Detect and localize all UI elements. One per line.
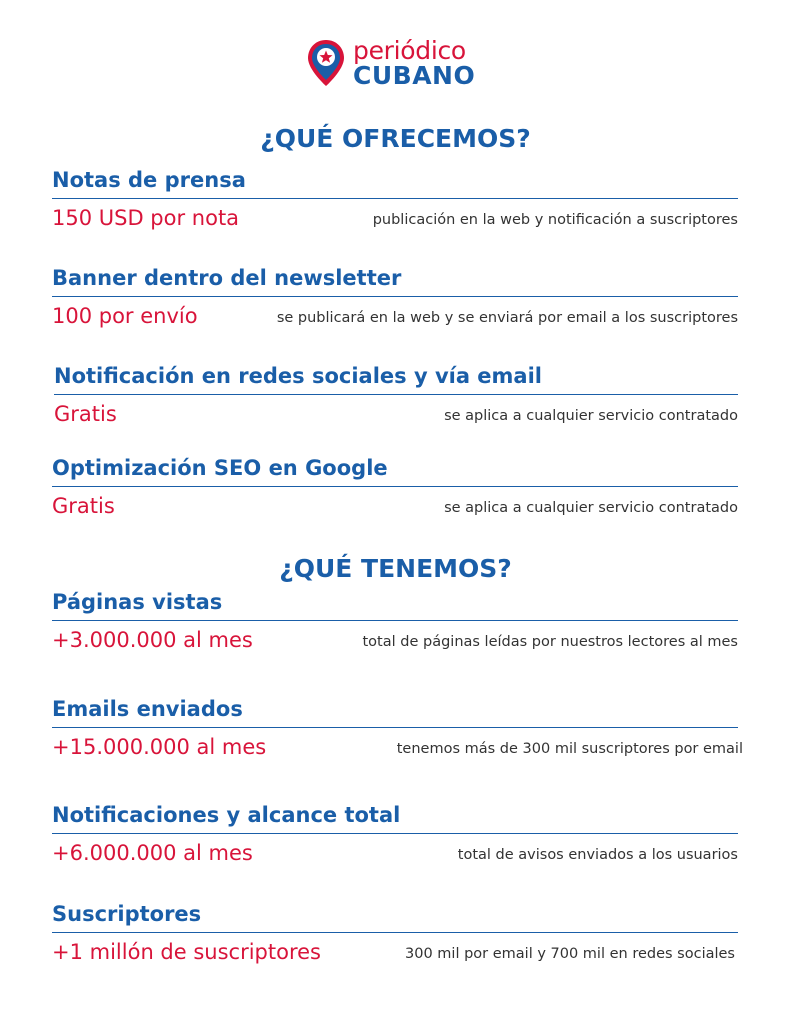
divider xyxy=(52,727,738,728)
divider xyxy=(52,932,738,933)
have-item-title: Suscriptores xyxy=(52,902,202,926)
have-item xyxy=(0,590,791,650)
have-item-title: Notificaciones y alcance total xyxy=(52,803,401,827)
logo-word-cubano: CUBANO xyxy=(353,61,476,90)
offer-item-price: Gratis xyxy=(54,402,117,426)
divider xyxy=(52,486,738,487)
brand-logo xyxy=(306,36,496,92)
divider xyxy=(52,198,738,199)
offer-item xyxy=(0,168,791,228)
offer-item-price: Gratis xyxy=(52,494,115,518)
have-item-price: +15.000.000 al mes xyxy=(52,735,267,759)
offer-item-price: 150 USD por nota xyxy=(52,206,240,230)
have-item-desc: 300 mil por email y 700 mil en redes sociales xyxy=(405,946,735,962)
have-item xyxy=(0,902,791,962)
offer-heading: ¿QUÉ OFRECEMOS? xyxy=(260,124,531,153)
offer-item xyxy=(0,364,791,424)
offer-item-title: Notificación en redes sociales y vía email xyxy=(54,364,543,388)
offer-item-desc: se publicará en la web y se enviará por email a los suscriptores xyxy=(276,310,738,326)
have-item-desc: total de páginas leídas por nuestros lectores al mes xyxy=(362,634,738,650)
offer-item xyxy=(0,456,791,516)
offer-item-desc: se aplica a cualquier servicio contratado xyxy=(444,500,738,516)
have-item xyxy=(0,803,791,863)
have-item-price: +1 millón de suscriptores xyxy=(52,940,322,964)
have-item-title: Páginas vistas xyxy=(52,590,223,614)
divider xyxy=(52,620,738,621)
have-item-price: +3.000.000 al mes xyxy=(52,628,253,652)
offer-item-desc: publicación en la web y notificación a suscriptores xyxy=(372,212,738,228)
divider xyxy=(54,394,738,395)
offer-item-title: Optimización SEO en Google xyxy=(52,456,388,480)
logo-word-periodico: periódico xyxy=(353,36,466,65)
have-item xyxy=(0,697,791,757)
have-item-desc: total de avisos enviados a los usuarios xyxy=(457,847,738,863)
divider xyxy=(52,833,738,834)
have-item-price: +6.000.000 al mes xyxy=(52,841,253,865)
offer-item-title: Banner dentro del newsletter xyxy=(52,266,402,290)
offer-item-title: Notas de prensa xyxy=(52,168,246,192)
location-pin-icon xyxy=(306,38,346,88)
offer-item-price: 100 por envío xyxy=(52,304,198,328)
have-heading: ¿QUÉ TENEMOS? xyxy=(279,554,512,583)
offer-item xyxy=(0,266,791,326)
offer-item-desc: se aplica a cualquier servicio contratado xyxy=(444,408,738,424)
have-item-title: Emails enviados xyxy=(52,697,243,721)
divider xyxy=(52,296,738,297)
have-item-desc: tenemos más de 300 mil suscriptores por email xyxy=(396,741,743,757)
